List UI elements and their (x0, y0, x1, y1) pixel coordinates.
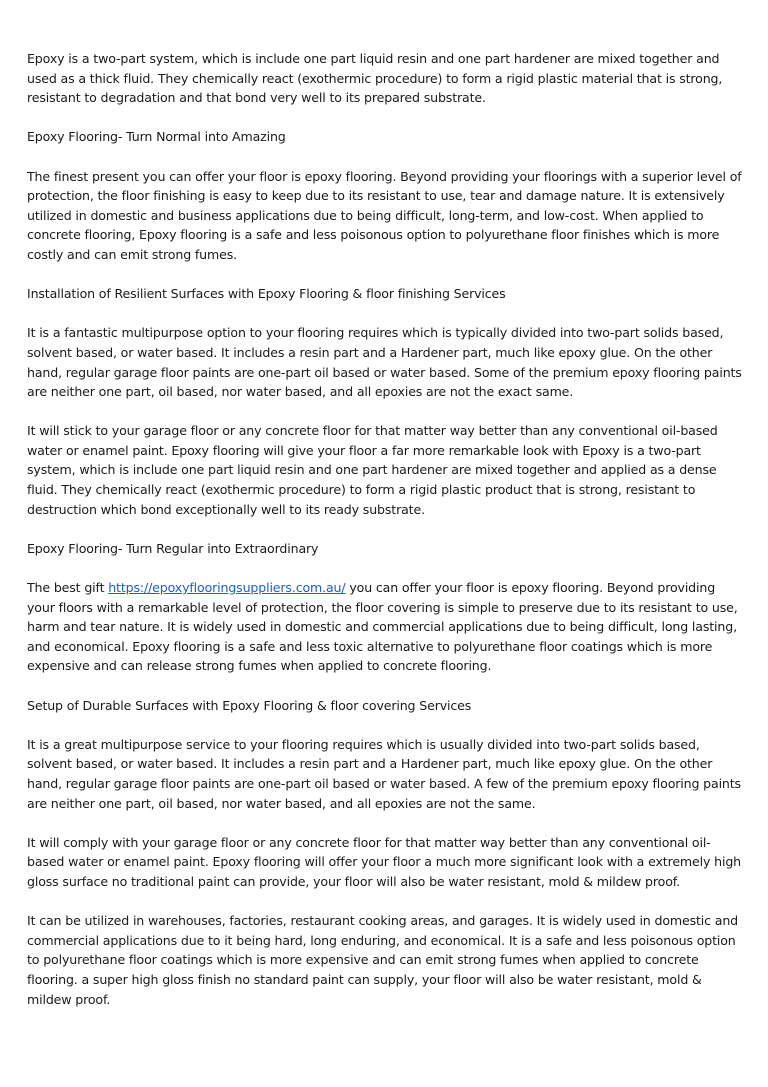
heading-setup-durable-surfaces: Setup of Durable Surfaces with Epoxy Flooring & floor covering Services (27, 697, 472, 713)
heading-turn-regular-into-extraordinary: Epoxy Flooring- Turn Regular into Extraordinary (27, 540, 319, 556)
heading-turn-normal-into-amazing: Epoxy Flooring- Turn Normal into Amazing (27, 129, 286, 145)
paragraph-comply-with-garage-floor: It will comply with your garage floor or any concrete floor for that matter way better than any conventional oil-based water or enamel paint. Epoxy flooring will offer your floor a much more significant look with a extremely high gloss surface no traditional paint can provide, your floor will also be water resistant, mold & mildew proof. (27, 834, 741, 889)
paragraph-finest-present: The finest present you can offer your floor is epoxy flooring. Beyond providing your floorings with a superior level of protection, the floor finishing is easy to keep due to its resistant to use, tear and damage nature. It is extensively utilized in domestic and business applications due to being difficult, long-term, and low-cost. When applied to concrete flooring, Epoxy flooring is a safe and less poisonous option to polyurethane floor finishes which is more costly and can emit strong fumes. (27, 168, 742, 262)
document-page (27, 49, 743, 1029)
paragraph-intro: Epoxy is a two-part system, which is include one part liquid resin and one part hardener are mixed together and used as a thick fluid. They chemically react (exothermic procedure) to form a rigid plastic material that is strong, resistant to degradation and that bond very well to its prepared substrate. (27, 51, 723, 106)
best-gift-text-after: you can offer your floor is epoxy flooring. Beyond providing your floors with a remarkable level of protection, the floor covering is simple to preserve due to its resistant to use, harm and tear nature. It is widely used in domestic and commercial applications due to being difficult, long lasting, and economical. Epoxy flooring is a safe and less toxic alternative to polyurethane floor coatings which is more expensive and can release strong fumes when applied to concrete flooring. (27, 580, 738, 674)
best-gift-text-before: The best gift (27, 580, 109, 596)
heading-installation-resilient-surfaces: Installation of Resilient Surfaces with Epoxy Flooring & floor finishing Services (27, 286, 506, 302)
paragraph-great-multipurpose: It is a great multipurpose service to your flooring requires which is usually divided into two-part solids based, solvent based, or water based. It includes a resin part and a Hardener part, much like epoxy glue. On the other hand, regular garage floor paints are one-part oil based or water based. A few of the premium epoxy flooring paints are neither one part, oil based, nor water based, and all epoxies are not the same. (27, 736, 741, 811)
paragraph-best-gift (27, 578, 743, 676)
paragraph-fantastic-multipurpose: It is a fantastic multipurpose option to your flooring requires which is typically divided into two-part solids based, solvent based, or water based. It includes a resin part and a Hardener part, much like epoxy glue. On the other hand, regular garage floor paints are one-part oil based or water based. Some of the premium epoxy flooring paints are neither one part, oil based, nor water based, and all epoxies are not the exact same. (27, 325, 742, 400)
paragraph-stick-to-garage-floor: It will stick to your garage floor or any concrete floor for that matter way better than any conventional oil-based water or enamel paint. Epoxy flooring will give your floor a far more remarkable look with Epoxy is a two-part system, which is include one part liquid resin and one part hardener are mixed together and applied as a dense fluid. They chemically react (exothermic procedure) to form a rigid plastic product that is strong, resistant to destruction which bond exceptionally well to its ready substrate. (27, 423, 718, 517)
paragraph-warehouses-factories: It can be utilized in warehouses, factories, restaurant cooking areas, and garages. It is widely used in domestic and commercial applications due to it being hard, long enduring, and economical. It is a safe and less poisonous option to polyurethane floor coatings which is more expensive and can emit strong fumes when applied to concrete flooring. a super high gloss finish no standard paint can supply, your floor will also be water resistant, mold & mildew proof. (27, 913, 739, 1007)
epoxy-flooring-suppliers-link[interactable]: https://epoxyflooringsuppliers.com.au/ (108, 580, 346, 596)
